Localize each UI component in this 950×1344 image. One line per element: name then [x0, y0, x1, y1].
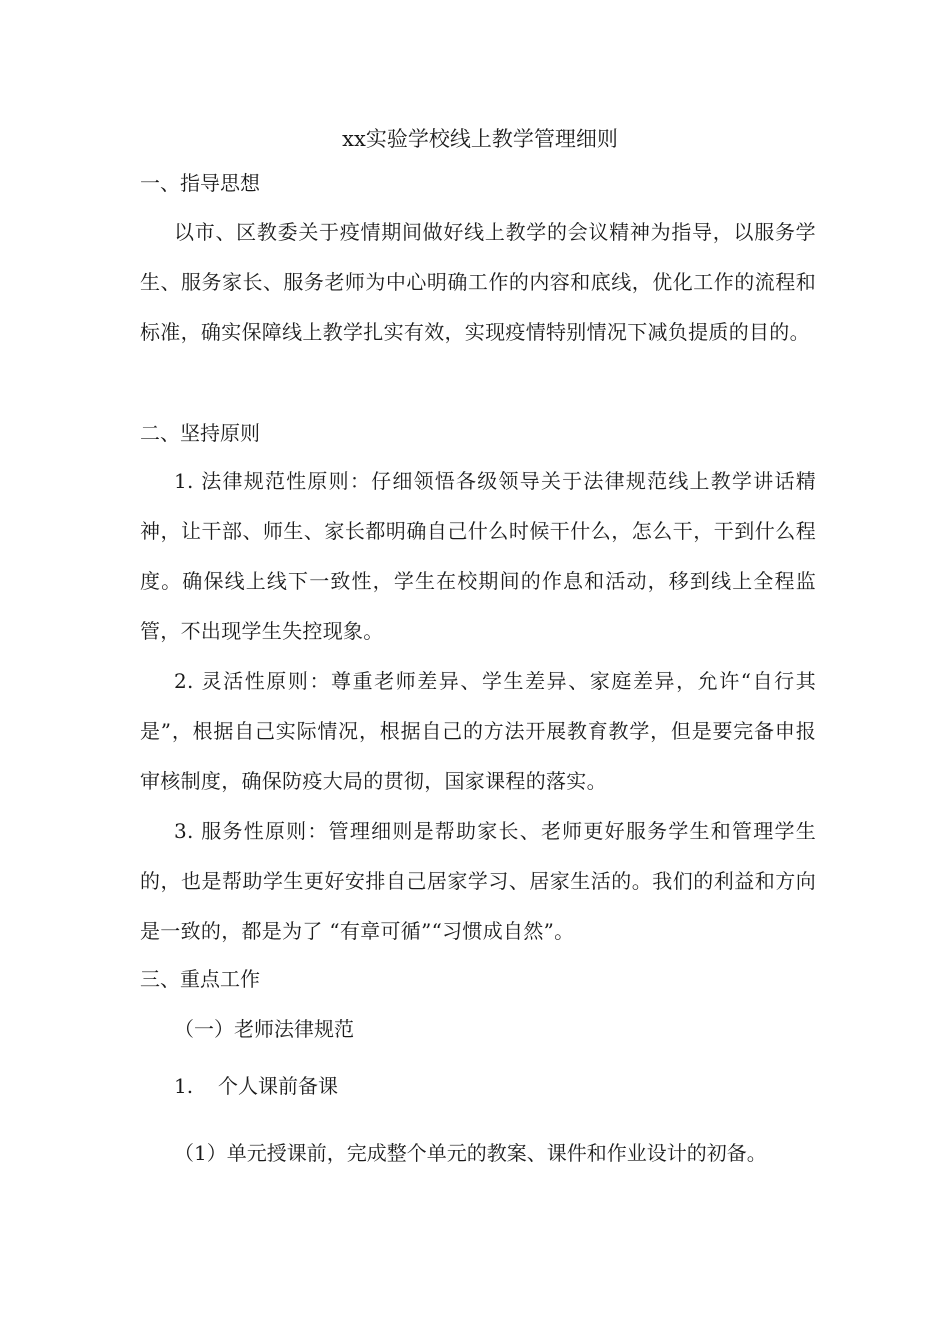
- subitem-unit-prep: （1）单元授课前，完成整个单元的教案、课件和作业设计的初备。: [174, 1141, 767, 1165]
- paragraph-principle-legal: 1. 法律规范性原则：仔细领悟各级领导关于法律规范线上教学讲话精神，让干部、师生、家长都明确自己什么时候干什么，怎么干，干到什么程度。确保线上线下一致性，学生在校期间的作息和活动，移到线上全程监管，不出现学生失控现象。: [140, 469, 816, 643]
- paragraph-guiding-ideology: 以市、区教委关于疫情期间做好线上教学的会议精神为指导，以服务学生、服务家长、服务老师为中心明确工作的内容和底线，优化工作的流程和标准，确实保障线上教学扎实有效，实现疫情特别情况下减负提质的目的。: [140, 220, 816, 344]
- list-item-label: 个人课前备课: [218, 1074, 338, 1098]
- subheading-teacher-standards: （一）老师法律规范: [174, 1017, 354, 1041]
- section-heading-principles: 二、坚持原则: [140, 421, 260, 445]
- paragraph-principle-service: 3. 服务性原则：管理细则是帮助家长、老师更好服务学生和管理学生的，也是帮助学生更好安排自己居家学习、居家生活的。我们的利益和方向是一致的，都是为了 “有章可循”“习惯成自然”。: [140, 819, 816, 943]
- list-item-lesson-prep: [174, 1071, 338, 1101]
- section-heading-guiding-ideology: 一、指导思想: [140, 171, 260, 195]
- section-heading-key-work: 三、重点工作: [140, 967, 260, 991]
- list-item-number: 1.: [174, 1074, 194, 1098]
- paragraph-principle-flexibility: 2. 灵活性原则：尊重老师差异、学生差异、家庭差异，允许“自行其是”，根据自己实际情况，根据自己的方法开展教育教学，但是要完备申报审核制度，确保防疫大局的贯彻，国家课程的落实。: [140, 669, 816, 793]
- document-title: xx实验学校线上教学管理细则: [342, 127, 618, 151]
